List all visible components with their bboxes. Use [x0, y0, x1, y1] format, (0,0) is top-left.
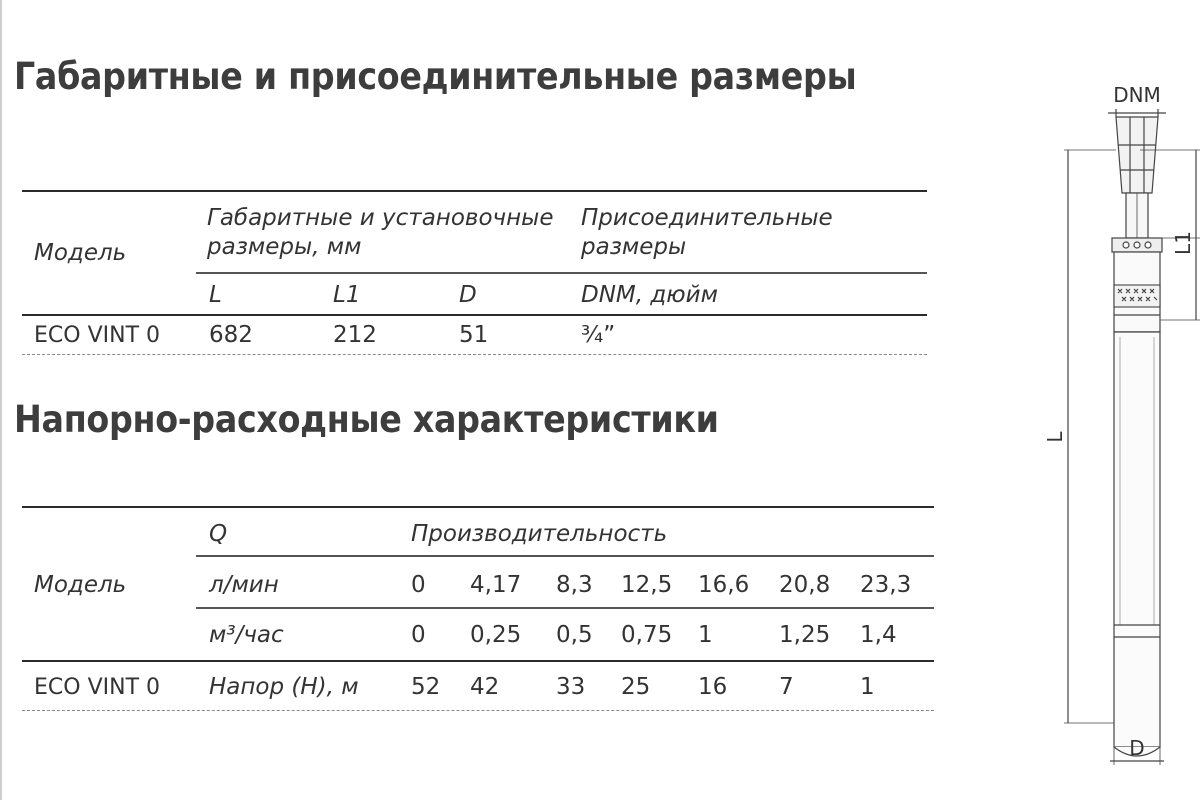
perf-lpm-value: 20,8: [779, 572, 831, 598]
dim-bottom-dashed-rule: [22, 354, 927, 355]
dim-group2-header-line2: размеры: [581, 234, 687, 260]
dim-group1-header-line1: Габаритные и установочные: [207, 205, 554, 231]
perf-q-label: Q: [209, 521, 228, 547]
perf-lpm-value: 0: [411, 572, 426, 598]
dim-group1-header-line2: размеры, мм: [207, 234, 362, 260]
perf-lpm-label: л/мин: [209, 572, 279, 598]
perf-lpm-value: 8,3: [556, 572, 593, 598]
dim-model-header: Модель: [34, 240, 127, 266]
perf-lpm-value: 16,6: [698, 572, 750, 598]
perf-head-value: 16: [698, 674, 728, 700]
dim-col-D: D: [459, 282, 477, 308]
perf-row-model: ECO VINT 0: [34, 675, 160, 700]
perf-m3h-label: м³/час: [209, 622, 284, 648]
perf-lpm-rule: [196, 607, 934, 609]
dim-row-DNM: ¾”: [581, 322, 616, 348]
perf-m3h-value: 0,25: [470, 622, 522, 648]
dim-col-L1: L1: [333, 282, 361, 308]
dnm-label: DNM: [1113, 83, 1161, 107]
perf-m3h-value: 0,5: [556, 622, 593, 648]
dim-row-L1: 212: [333, 322, 377, 348]
perf-bottom-dashed-rule: [22, 710, 934, 711]
perf-head-value: 42: [470, 674, 500, 700]
dim-row-D: 51: [459, 322, 489, 348]
dim-col-DNM: DNM, дюйм: [581, 282, 718, 308]
pump-dimension-drawing: [1040, 75, 1200, 775]
outlet-connector: [1116, 117, 1158, 193]
perf-q-rule: [196, 555, 934, 557]
perf-m3h-value: 1: [698, 622, 713, 648]
perf-lpm-value: 12,5: [621, 572, 673, 598]
perf-table-top-rule: [22, 506, 934, 508]
perf-head-label: Напор (Н), м: [209, 674, 359, 700]
dim-subheader-rule: [196, 272, 927, 274]
dim-row-L: 682: [209, 322, 253, 348]
perf-header-bottom-rule: [22, 660, 934, 662]
perf-m3h-value: 1,4: [860, 622, 897, 648]
dim-table-top-rule: [22, 190, 927, 192]
l1-label: L1: [1171, 231, 1195, 255]
performance-section-title: Напорно-расходные характеристики: [14, 398, 719, 441]
dimensions-section-title: Габаритные и присоединительные размеры: [14, 55, 857, 98]
perf-header-productivity: Производительность: [411, 521, 668, 547]
dim-header-bottom-rule: [22, 314, 927, 316]
perf-m3h-value: 0: [411, 622, 426, 648]
dim-col-L: L: [209, 282, 222, 308]
perf-head-value: 52: [411, 674, 441, 700]
d-label: D: [1129, 736, 1145, 760]
intake-screen: [1114, 285, 1160, 307]
perf-head-value: 33: [556, 674, 586, 700]
perf-lpm-value: 23,3: [860, 572, 912, 598]
dim-row-model: ECO VINT 0: [34, 323, 160, 348]
perf-m3h-value: 1,25: [779, 622, 831, 648]
perf-head-value: 1: [860, 674, 875, 700]
dim-group2-header-line1: Присоединительные: [581, 205, 833, 231]
perf-model-header: Модель: [34, 572, 127, 598]
perf-head-value: 7: [779, 674, 794, 700]
perf-lpm-value: 4,17: [470, 572, 522, 598]
perf-m3h-value: 0,75: [621, 622, 673, 648]
perf-head-value: 25: [621, 674, 651, 700]
page-left-border: [0, 0, 2, 800]
l-label: L: [1043, 431, 1067, 443]
pump-motor-body: [1114, 332, 1160, 747]
